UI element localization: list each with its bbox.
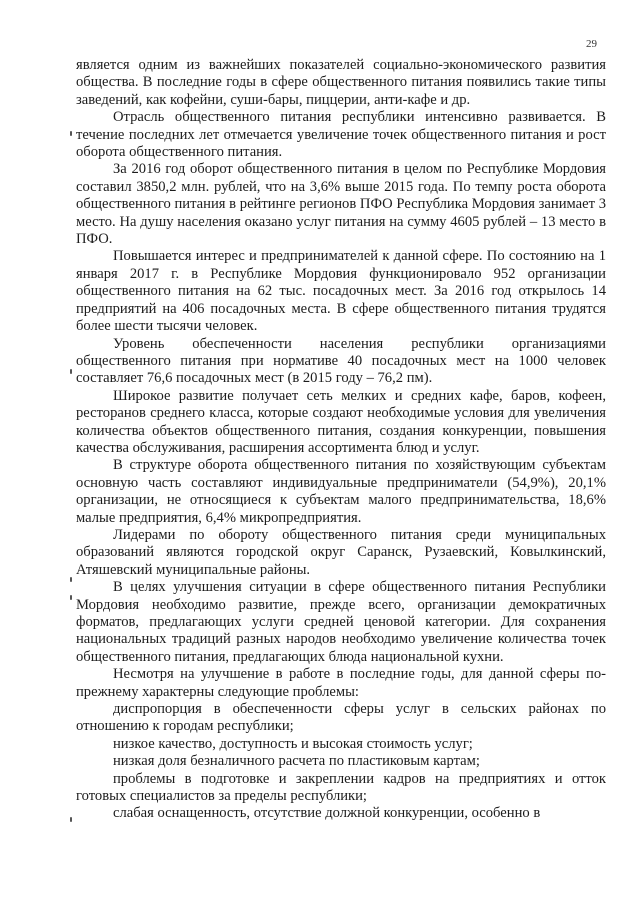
paragraph-entrepreneur-interest: Повышается интерес и предпринимателей к данной сфере. По состоянию на 1 января 2017 г. в Республике Мордовия функционировало 952 организации общественного питания на 62 тыс. посадочных мест. За 2016 год открылось 14 предприятий на 406 посадочных места. В сфере общественного питания трудятся более шести тысячи человек. (76, 248, 606, 335)
paragraph-problems-intro: Несмотря на улучшение в работе в последние годы, для данной сферы по-прежнему характерны следующие проблемы: (76, 666, 606, 700)
page-number: 29 (586, 38, 597, 50)
paragraph-improvement-needs: В целях улучшения ситуации в сфере общественного питания Республики Мордовия необходимо развитие, прежде всего, организации демократичных форматов, предлагающих услуги средней ценовой категории. Для сохранения национальных традиций разных народов необходимо увеличение количества точек общественного питания, предлагающих блюда национальной кухни. (76, 579, 606, 665)
list-item-problem: проблемы в подготовке и закреплении кадров на предприятиях и отток готовых специалистов за пределы республики; (76, 770, 606, 805)
scan-mark (70, 369, 72, 374)
list-item-problem: диспропорция в обеспеченности сферы услуг в сельских районах по отношению к городам республики; (76, 701, 606, 735)
scan-mark (70, 577, 72, 582)
list-item-problem: низкая доля безналичного расчета по пластиковым картам; (113, 753, 480, 770)
scan-mark (70, 131, 72, 136)
paragraph-small-cafes: Широкое развитие получает сеть мелких и средних кафе, баров, кофеен, ресторанов среднего класса, которые создают необходимые условия для увеличения количества объектов общественного питания, создания конкуренции, повышения качества обслуживания, расширения ассортимента блюд и услуг. (76, 387, 606, 456)
paragraph-leading-districts: Лидерами по обороту общественного питания среди муниципальных образований являются городской округ Саранск, Рузаевский, Ковылкинский, Атяшевский муниципальные районы. (76, 526, 606, 578)
paragraph-turnover-2016: За 2016 год оборот общественного питания в целом по Республике Мордовия составил 3850,2 млн. рублей, что на 3,6% выше 2015 года. По темпу роста оборота общественного питания в рейтинге регионов ПФО Республика Мордовия занимает 3 место. На душу населения оказано услуг питания на сумму 4605 рублей – 13 место в ПФО. (76, 161, 606, 248)
list-item-problem: низкое качество, доступность и высокая стоимость услуг; (113, 735, 473, 752)
document-body (76, 57, 606, 823)
paragraph-seating-provision: Уровень обеспеченности населения республики организациями общественного питания при нормативе 40 посадочных мест на 1000 человек составляет 76,6 посадочных мест (в 2015 году – 76,2 пм). (76, 335, 606, 387)
paragraph-continuation: является одним из важнейших показателей социально-экономического развития общества. В последние годы в сфере общественного питания появились такие типы заведений, как кофейни, суши-бары, пиццерии, анти-кафе и др. (76, 57, 606, 108)
paragraph-industry-growth: Отрасль общественного питания республики интенсивно развивается. В течение последних лет отмечается увеличение точек общественного питания и рост оборота общественного питания. (76, 109, 606, 161)
list-item-problem: слабая оснащенность, отсутствие должной конкуренции, особенно в (113, 805, 541, 822)
scan-mark (70, 595, 72, 600)
paragraph-turnover-structure: В структуре оборота общественного питания по хозяйствующим субъектам основную часть составляют индивидуальные предприниматели (54,9%), 20,1% организации, не относящиеся к субъектам малого предпринимательства, 18,6% малые предприятия, 6,4% микропредприятия. (76, 457, 606, 526)
scan-mark (70, 817, 72, 822)
